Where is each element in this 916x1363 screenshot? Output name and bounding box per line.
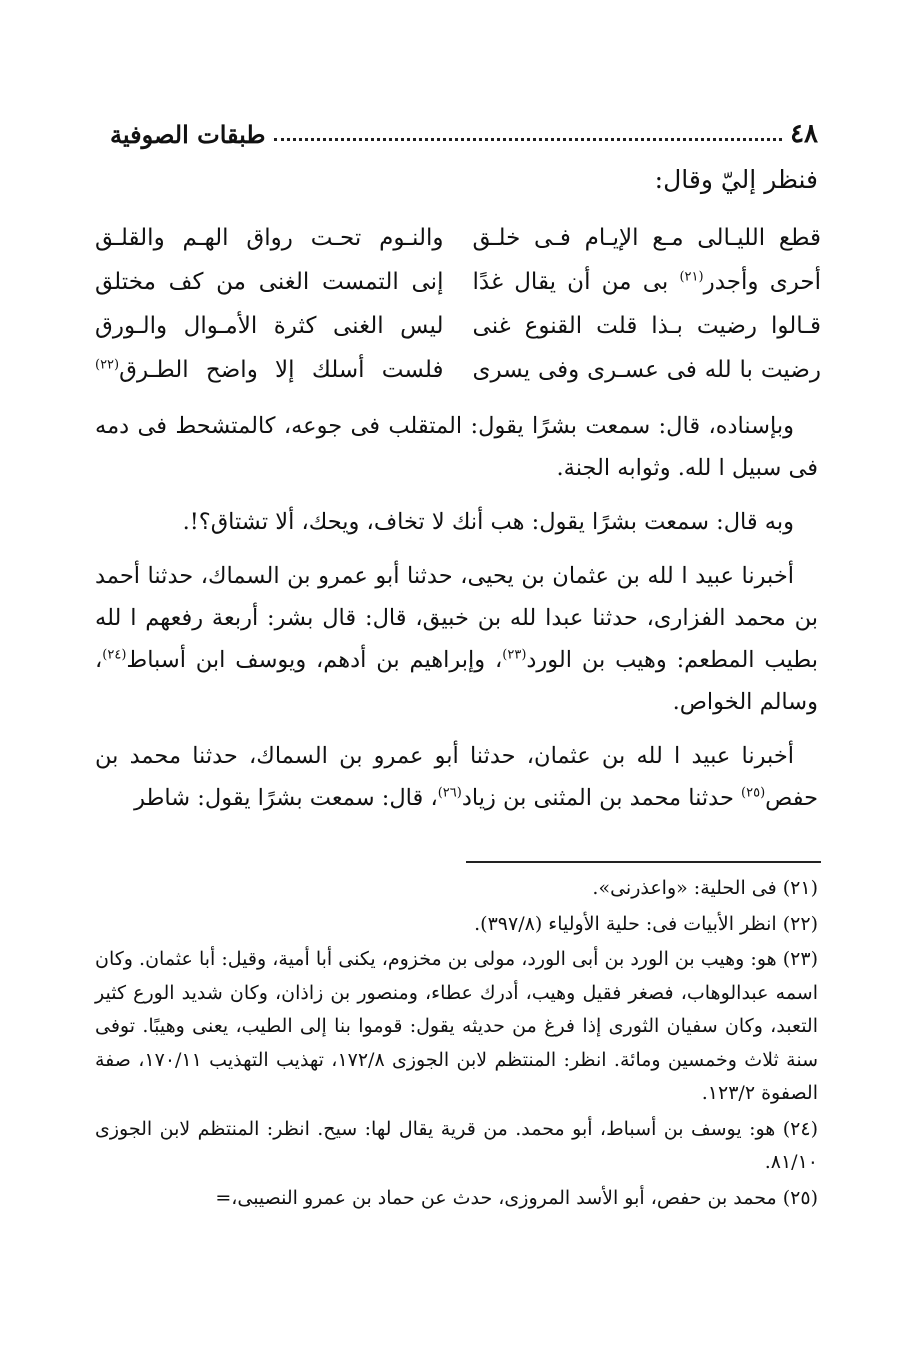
paragraph-text: حدثنا محمد بن المثنى بن زياد <box>461 785 742 811</box>
header-dot-leader <box>274 138 783 141</box>
poem-verse <box>95 260 821 304</box>
poem-verse <box>95 216 821 260</box>
verse-text: بى من أن يقال غدًا <box>472 269 680 295</box>
page-number: ٤٨ <box>790 119 818 149</box>
verse-second-hemistich <box>95 357 443 383</box>
footnote: (٢٣) هو: وهيب بن الورد بن أبى الورد، مولى بن مخزوم، يكنى أبا أمية، وقيل: أبا عثمان. وكان اسمه عبدالوهاب، فصغر فقيل وهيب، أدرك عطاء، ومنصور بن زاذان، وكان شديد الورع كثير التعبد، وكان سفيان الثورى إذا فرغ من حديثه يقول: قوموا بنا إلى الطيب، يعنى وهيبًا. توفى سنة ثلاث وخمسين ومائة. انظر: المنتظم لابن الجوزى ١٧٢/٨، تهذيب التهذيب ١٧٠/١١، صفة الصفوة ١٢٣/٢. <box>95 948 818 1104</box>
paragraph-text: ، وإبراهيم بن أدهم، ويوسف ابن أسباط <box>126 647 503 673</box>
footnote-ref: (٢٥) <box>741 785 766 801</box>
footnote-ref: (٢١) <box>679 269 704 285</box>
verse-second-hemistich: إنى التمست الغنى من كف مختلق <box>95 269 444 295</box>
poem <box>95 216 821 392</box>
paragraph-text: ، قال: سمعت بشرًا يقول: شاطر <box>134 785 438 811</box>
verse-first-hemistich: رضيت با لله فى عسـرى وفى يسرى <box>472 357 821 383</box>
verse-first-hemistich <box>473 269 821 295</box>
verse-second-hemistich: والنـوم تحـت رواق الهـم والقلـق <box>95 225 444 251</box>
footnote-ref: (٢٦) <box>437 785 462 801</box>
verse-second-hemistich: ليس الغنى كثرة الأمـوال والـورق <box>95 313 444 339</box>
book-title: طبقات الصوفية <box>110 119 266 149</box>
paragraph <box>95 735 818 819</box>
poem-verse <box>95 304 821 348</box>
paragraph-text: ، وسالم الخواص. <box>95 647 818 715</box>
paragraph-text: أخبرنا عبيد ا لله بن عثمان بن يحيى، حدثنا أبو عمرو بن السماك، حدثنا أحمد بن محمد الفزارى، حدثنا عبدا لله بن خبيق، قال: قال بشر: أربعة رفعهم ا لله بطيب المطعم: وهيب بن الورد <box>95 563 818 673</box>
footnote: (٢١) فى الحلية: «واعذرنى». <box>592 877 818 899</box>
footnote-ref: (٢٣) <box>502 647 527 663</box>
verse-text: فلست أسلك إلا واضح الطـرق <box>119 357 444 383</box>
footnote: (٢٤) هو: يوسف بن أسباط، أبو محمد. من قرية يقال لها: سيح. انظر: المنتظم لابن الجوزى ٨١/١٠. <box>95 1117 818 1173</box>
verse-first-hemistich: قطع الليـالى مـع الإيـام فـى خلـق <box>472 225 821 251</box>
paragraph: وبإسناده، قال: سمعت بشرًا يقول: المتقلب فى جوعه، كالمتشحط فى دمه فى سبيل ا لله. وثوابه الجنة. <box>95 413 818 481</box>
footnote: (٢٥) محمد بن حفص، أبو الأسد المروزى، حدث عن حماد بن عمرو النصيبى،= <box>215 1186 818 1209</box>
footnote-divider <box>466 861 821 863</box>
verse-text: أحرى وأجدر <box>703 269 821 295</box>
footnotes <box>95 872 818 1217</box>
paragraph: وبه قال: سمعت بشرًا يقول: هب أنك لا تخاف، ويحك، ألا تشتاق؟!. <box>182 509 794 535</box>
intro-line: فنظر إليّ وقال: <box>654 165 818 194</box>
verse-first-hemistich: قـالوا رضيت بـذا قلت القنوع غنى <box>472 313 821 339</box>
running-header <box>110 114 818 154</box>
body-text <box>95 405 818 831</box>
paragraph <box>95 555 818 723</box>
paragraph-text: أخبرنا عبيد ا لله بن عثمان، حدثنا أبو عمرو بن السماك، حدثنا محمد بن حفص <box>95 743 818 811</box>
footnote-ref: (٢٤) <box>102 647 127 663</box>
poem-verse <box>95 348 821 392</box>
footnote: (٢٢) انظر الأبيات فى: حلية الأولياء (٣٩٧/٨). <box>474 912 818 935</box>
footnote-ref: (٢٢) <box>95 357 120 373</box>
